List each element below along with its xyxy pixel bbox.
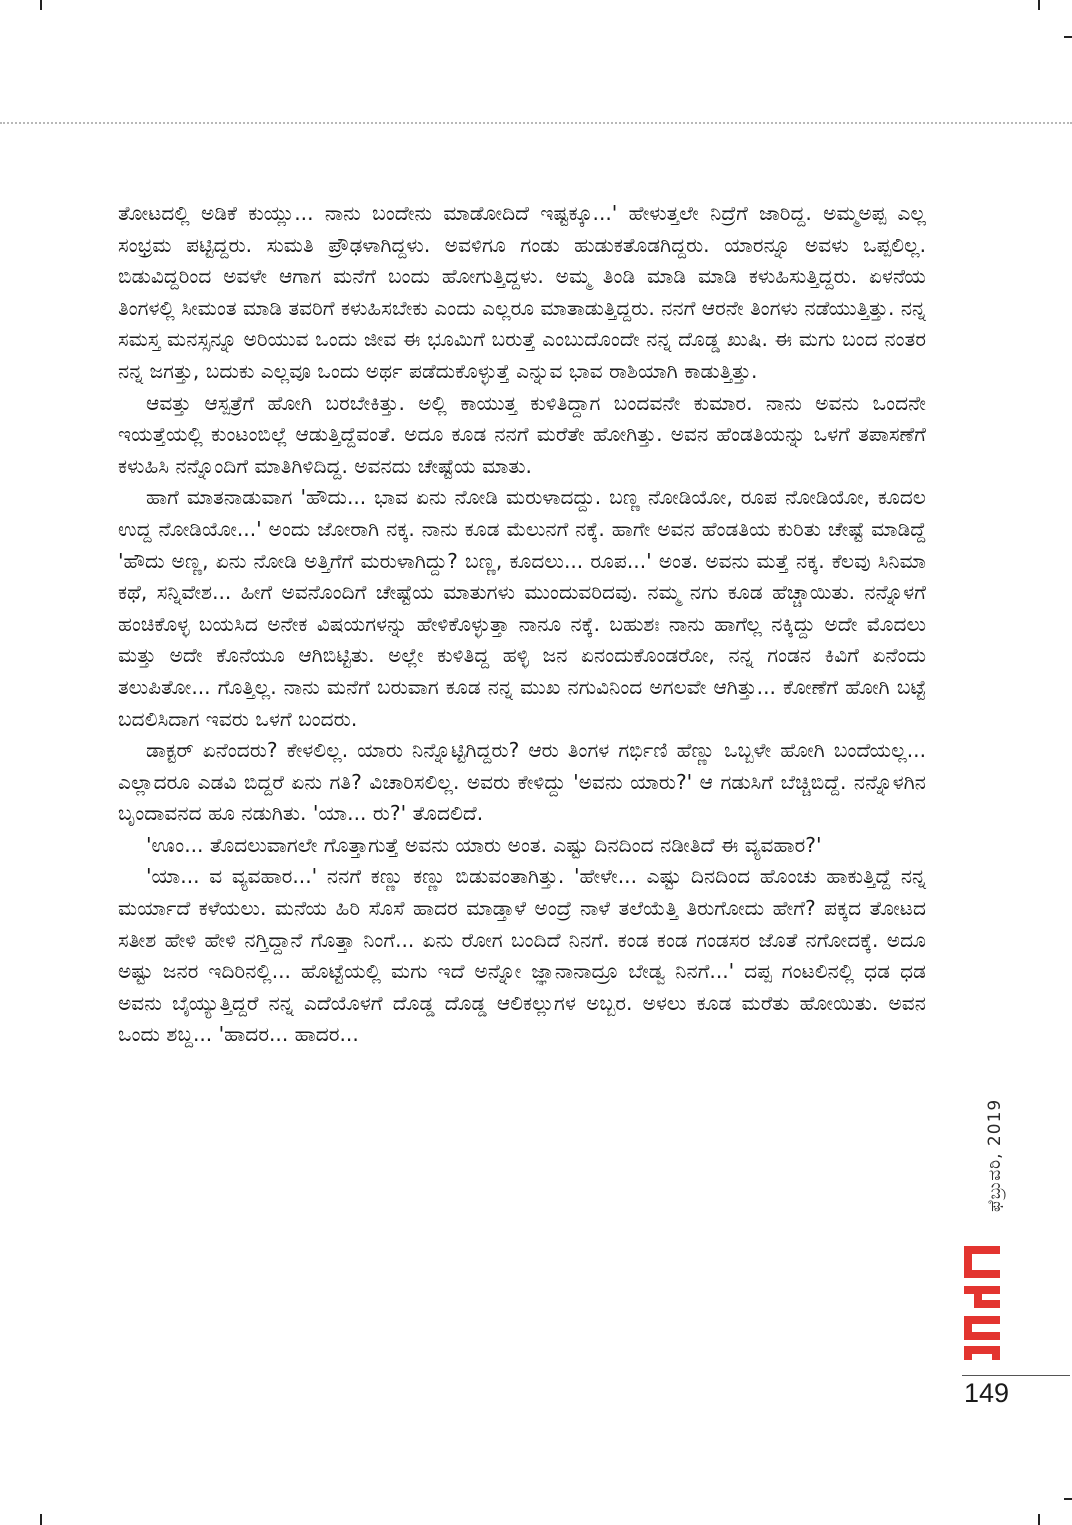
article-paragraph: 'ಊಂ... ತೊದಲುವಾಗಲೇ ಗೊತ್ತಾಗುತ್ತೆ ಅವನು ಯಾರು ಅಂತ. ಎಷ್ಟು ದಿನದಿಂದ ನಡೀತಿದೆ ಈ ವ್ಯವಹಾರ?' [146,832,822,857]
crop-mark-right-lower [1064,1498,1072,1500]
header-dotted-rule [0,122,1072,124]
article-paragraph: ತೋಟದಲ್ಲಿ ಅಡಿಕೆ ಕುಯ್ಲು... ನಾನು ಬಂದೇನು ಮಾಡೋದಿದೆ ಇಷ್ಟಕ್ಕೂ...' ಹೇಳುತ್ತಲೇ ನಿದ್ರೆಗೆ ಜಾರಿದ್ದ. ಅಮ್ಮ‌ಅಪ್ಪ ಎಲ್ಲ ಸಂಭ್ರಮ ಪಟ್ಟಿದ್ದರು. ಸುಮತಿ ಪ್ರೌಢಳಾಗಿದ್ದಳು. ಅವಳಿಗೂ ಗಂಡು ಹುಡುಕತೊಡಗಿದ್ದರು. ಯಾರನ್ನೂ ಅವಳು ಒಪ್ಪಲಿಲ್ಲ. ಬಿಡುವಿದ್ದರಿಂದ ಅವಳೇ ಆಗಾಗ ಮನೆಗೆ ಬಂದು ಹೋಗುತ್ತಿದ್ದಳು. ಅಮ್ಮ ತಿಂಡಿ ಮಾಡಿ ಮಾಡಿ ಕಳುಹಿಸುತ್ತಿದ್ದರು. ಏಳನೆಯ ತಿಂಗಳಲ್ಲಿ ಸೀಮಂತ ಮಾಡಿ ತವರಿಗೆ ಕಳುಹಿಸಬೇಕು ಎಂದು ಎಲ್ಲರೂ ಮಾತಾಡುತ್ತಿದ್ದರು. ನನಗೆ ಆರನೇ ತಿಂಗಳು ನಡೆಯುತ್ತಿತ್ತು. ನನ್ನ ಸಮಸ್ತ ಮನಸ್ಸನ್ನೂ ಅರಿಯುವ ಒಂದು ಜೀವ ಈ ಭೂಮಿಗೆ ಬರುತ್ತೆ ಎಂಬುದೊಂದೇ ನನ್ನ ದೊಡ್ಡ ಖುಷಿ. ಈ ಮಗು ಬಂದ ನಂತರ ನನ್ನ ಜಗತ್ತು, ಬದುಕು ಎಲ್ಲವೂ ಒಂದು ಅರ್ಥ ಪಡೆದುಕೊಳ್ಳುತ್ತೆ ಎನ್ನುವ ಭಾವ ರಾಶಿಯಾಗಿ ಕಾಡುತ್ತಿತ್ತು. [118,201,926,383]
crop-mark-bottom-left [40,1514,42,1525]
logo-stroke [964,1246,1000,1278]
crop-mark-top-left [40,0,42,10]
article-paragraph: 'ಯಾ... ವ ವ್ಯವಹಾರ...' ನನಗೆ ಕಣ್ಣು ಕಣ್ಣು ಬಿಡುವಂತಾಗಿತ್ತು. 'ಹೇಳೇ... ಎಷ್ಟು ದಿನದಿಂದ ಹೊಂಚು ಹಾಕುತ್ತಿದ್ದೆ ನನ್ನ ಮರ್ಯಾದೆ ಕಳೆಯಲು. ಮನೆಯ ಹಿರಿ ಸೊಸೆ ಹಾದರ ಮಾಡ್ತಾಳೆ ಅಂದ್ರೆ ನಾಳೆ ತಲೆಯೆತ್ತಿ ತಿರುಗೋದು ಹೇಗೆ? ಪಕ್ಕದ ತೋಟದ ಸತೀಶ ಹೇಳಿ ಹೇಳಿ ನಗ್ತಿದ್ದಾನೆ ಗೊತ್ತಾ ನಿಂಗೆ... ಏನು ರೋಗ ಬಂದಿದೆ ನಿನಗೆ. ಕಂಡ ಕಂಡ ಗಂಡಸರ ಜೊತೆ ನಗೋದಕ್ಕೆ. ಅದೂ ಅಷ್ಟು ಜನರ ಇದಿರಿನಲ್ಲಿ... ಹೊಟ್ಟೆಯಲ್ಲಿ ಮಗು ಇದೆ ಅನ್ನೋ ಜ್ಞಾನಾನಾದ್ರೂ ಬೇಡ್ವ ನಿನಗೆ...' ದಪ್ಪ ಗಂಟಲಿನಲ್ಲಿ ಧಡ ಧಡ ಅವನು ಬೈಯ್ಯುತ್ತಿದ್ದರೆ ನನ್ನ ಎದೆಯೊಳಗೆ ದೊಡ್ಡ ದೊಡ್ಡ ಆಲಿಕಲ್ಲುಗಳ ಅಬ್ಬರ. ಅಳಲು ಕೂಡ ಮರೆತು ಹೋಯಿತು. ಅವನ ಒಂದು ಶಬ್ದ... 'ಹಾದರ... ಹಾದರ... [118,864,926,1047]
issue-date: ಫೆಬ್ರುವರಿ, 2019 [985,1098,1005,1212]
article-paragraph: ಡಾಕ್ಟರ್ ಏನೆಂದರು? ಕೇಳಲಿಲ್ಲ. ಯಾರು ನಿನ್ನೊಟ್ಟಿಗಿದ್ದರು? ಆರು ತಿಂಗಳ ಗರ್ಭಿಣಿ ಹೆಣ್ಣು ಒಬ್ಬಳೇ ಹೋಗಿ ಬಂದೆಯಲ್ಲ... ಎಲ್ಲಾದರೂ ಎಡವಿ ಬಿದ್ದರೆ ಏನು ಗತಿ? ವಿಚಾರಿಸಲಿಲ್ಲ. ಅವರು ಕೇಳಿದ್ದು 'ಅವನು ಯಾರು?' ಆ ಗಡುಸಿಗೆ ಬೆಚ್ಚಿಬಿದ್ದೆ. ನನ್ನೊಳಗಿನ ಬೃಂದಾವನದ ಹೂ ನಡುಗಿತು. 'ಯಾ... ರು?' ತೊದಲಿದೆ. [118,738,926,826]
crop-mark-top-right [1038,0,1040,10]
crop-mark-bottom-right [1038,1514,1040,1525]
logo-stroke [964,1316,1000,1340]
magazine-logo-glyphs [964,1246,1000,1360]
article-body [118,198,926,1051]
magazine-logo [958,1240,1006,1366]
crop-mark-right-upper [1064,36,1072,38]
folio-rule [962,1375,1070,1376]
logo-stroke [964,1346,1000,1360]
logo-stroke [964,1286,1000,1308]
page-number: 149 [964,1378,1010,1408]
article-paragraph: ಹಾಗೆ ಮಾತನಾಡುವಾಗ 'ಹೌದು... ಭಾವ ಏನು ನೋಡಿ ಮರುಳಾದದ್ದು. ಬಣ್ಣ ನೋಡಿಯೋ, ರೂಪ ನೋಡಿಯೋ, ಕೂದಲ ಉದ್ದ ನೋಡಿಯೋ...' ಅಂದು ಜೋರಾಗಿ ನಕ್ಕ. ನಾನು ಕೂಡ ಮೆಲುನಗೆ ನಕ್ಕೆ. ಹಾಗೇ ಅವನ ಹೆಂಡತಿಯ ಕುರಿತು ಚೇಷ್ಟೆ ಮಾಡಿದ್ದೆ 'ಹೌದು ಅಣ್ಣ, ಏನು ನೋಡಿ ಅತ್ತಿಗೆಗೆ ಮರುಳಾಗಿದ್ದು? ಬಣ್ಣ, ಕೂದಲು... ರೂಪ...' ಅಂತ. ಅವನು ಮತ್ತೆ ನಕ್ಕ. ಕೆಲವು ಸಿನಿಮಾ ಕಥೆ, ಸನ್ನಿವೇಶ... ಹೀಗೆ ಅವನೊಂದಿಗೆ ಚೇಷ್ಟೆಯ ಮಾತುಗಳು ಮುಂದುವರಿದವು. ನಮ್ಮ ನಗು ಕೂಡ ಹೆಚ್ಚಾಯಿತು. ನನ್ನೊಳಗೆ ಹಂಚಿಕೊಳ್ಳ ಬಯಸಿದ ಅನೇಕ ವಿಷಯಗಳನ್ನು ಹೇಳಿಕೊಳ್ಳುತ್ತಾ ನಾನೂ ನಕ್ಕೆ. ಬಹುಶಃ ನಾನು ಹಾಗೆಲ್ಲ ನಕ್ಕಿದ್ದು ಅದೇ ಮೊದಲು ಮತ್ತು ಅದೇ ಕೊನೆಯೂ ಆಗಿಬಿಟ್ಟಿತು. ಅಲ್ಲೇ ಕುಳಿತಿದ್ದ ಹಳ್ಳಿ ಜನ ಏನಂದುಕೊಂಡರೋ, ನನ್ನ ಗಂಡನ ಕಿವಿಗೆ ಏನೆಂದು ತಲುಪಿತೋ... ಗೊತ್ತಿಲ್ಲ. ನಾನು ಮನೆಗೆ ಬರುವಾಗ ಕೂಡ ನನ್ನ ಮುಖ ನಗುವಿನಿಂದ ಅಗಲವೇ ಆಗಿತ್ತು... ಕೋಣೆಗೆ ಹೋಗಿ ಬಟ್ಟೆ ಬದಲಿಸಿದಾಗ ಇವರು ಒಳಗೆ ಬಂದರು. [118,485,926,731]
article-paragraph: ಆವತ್ತು ಆಸ್ಪತ್ರೆಗೆ ಹೋಗಿ ಬರಬೇಕಿತ್ತು. ಅಲ್ಲಿ ಕಾಯುತ್ತ ಕುಳಿತಿದ್ದಾಗ ಬಂದವನೇ ಕುಮಾರ. ನಾನು ಅವನು ಒಂದನೇ ಇಯತ್ತೆಯಲ್ಲಿ ಕುಂಟಂಬಿಲ್ಲೆ ಆಡುತ್ತಿದ್ದೆವಂತೆ. ಅದೂ ಕೂಡ ನನಗೆ ಮರೆತೇ ಹೋಗಿತ್ತು. ಅವನ ಹೆಂಡತಿಯನ್ನು ಒಳಗೆ ತಪಾಸಣೆಗೆ ಕಳುಹಿಸಿ ನನ್ನೊಂದಿಗೆ ಮಾತಿಗಿಳಿದಿದ್ದ. ಅವನದು ಚೇಷ್ಟೆಯ ಮಾತು. [118,390,926,478]
